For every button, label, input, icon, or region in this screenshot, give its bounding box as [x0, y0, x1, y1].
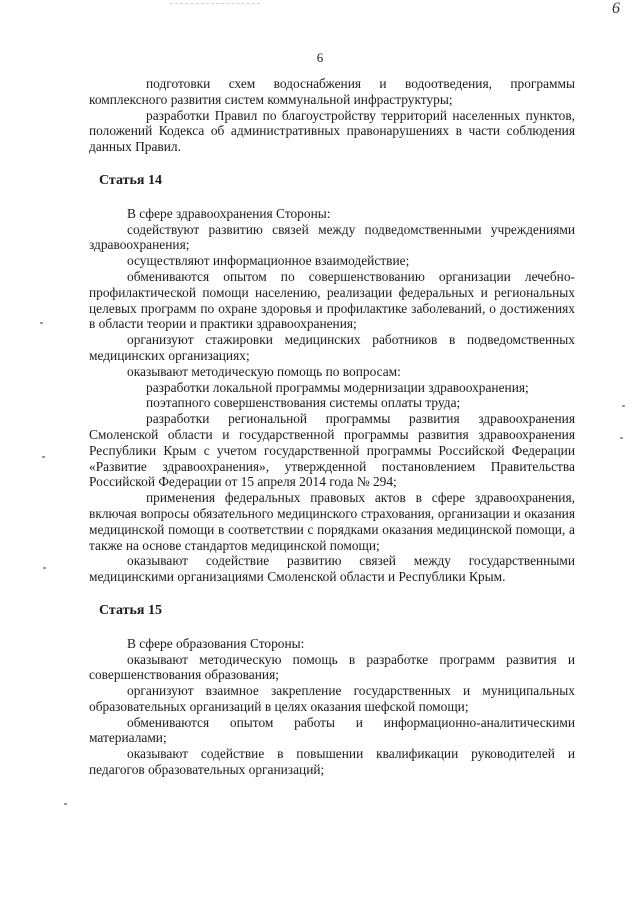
- scan-speck: [620, 437, 623, 439]
- page-number: 6: [316, 50, 324, 65]
- article-15-heading: Статья 15: [99, 602, 162, 618]
- paragraph: оказывают содействие в повышении квалификации руководителей и педагогов образовательных организаций;: [89, 746, 575, 778]
- paragraph: осуществляют информационное взаимодействие;: [127, 253, 410, 269]
- paragraph: организуют стажировки медицинских работников в подведомственных медицинских организациях;: [89, 332, 575, 363]
- paragraph: разработки региональной программы развития здравоохранения Смоленской области и государственной программы развития здравоохранения Республики Крым с учетом государственной программы Российской Федерации «Развитие здравоохранения», утвержденной постановлением Правительства Российской Федерации от 15 апреля 2014 года № 294;: [89, 411, 575, 490]
- paragraph: разработки локальной программы модернизации здравоохранения;: [146, 379, 529, 395]
- paragraph: оказывают методическую помощь по вопросам:: [127, 363, 401, 379]
- scan-speck: [40, 322, 43, 324]
- scan-speck: [42, 456, 45, 458]
- paragraph: организуют взаимное закрепление государственных и муниципальных образовательных организаций в целях оказания шефской помощи;: [89, 683, 575, 714]
- article-14-heading: Статья 14: [99, 172, 162, 188]
- paragraph: разработки Правил по благоустройству территорий населенных пунктов, положений Кодекса об административных правонарушениях в части соблюдения данных Правил.: [89, 107, 575, 155]
- paragraph: В сфере здравоохранения Стороны:: [127, 205, 331, 221]
- scan-speck: [64, 803, 67, 805]
- handwritten-page-mark: 6: [612, 0, 620, 17]
- paragraph: содействуют развитию связей между подведомственными учреждениями здравоохранения;: [89, 221, 575, 253]
- paragraph: оказывают методическую помощь в разработке программ развития и совершенствования образования;: [89, 651, 575, 683]
- paragraph: подготовки схем водоснабжения и водоотведения, программы комплексного развития систем коммунальной инфраструктуры;: [89, 76, 575, 107]
- paragraph: применения федеральных правовых актов в сфере здравоохранения, включая вопросы обязательного медицинского страхования, организации и оказания медицинской помощи в соответствии с порядками оказания медицинской помощи, а также на основе стандартов медицинской помощи;: [89, 490, 575, 553]
- scan-edge-rule: [170, 3, 260, 4]
- paragraph: В сфере образования Стороны:: [127, 635, 305, 651]
- paragraph: обмениваются опытом работы и информационно-аналитическими материалами;: [89, 714, 575, 746]
- paragraph: оказывают содействие развитию связей между государственными медицинскими организациями Смоленской области и Республики Крым.: [89, 553, 575, 585]
- paragraph: обмениваются опытом по совершенствованию организации лечебно-профилактической помощи населению, реализации федеральных и региональных целевых программ по охране здоровья и профилактике заболеваний, о достижениях в области теории и практики здравоохранения;: [89, 268, 575, 332]
- paragraph: поэтапного совершенствования системы оплаты труда;: [146, 395, 461, 411]
- document-body: [89, 76, 575, 778]
- scan-speck: [622, 405, 625, 407]
- scan-speck: [43, 567, 46, 569]
